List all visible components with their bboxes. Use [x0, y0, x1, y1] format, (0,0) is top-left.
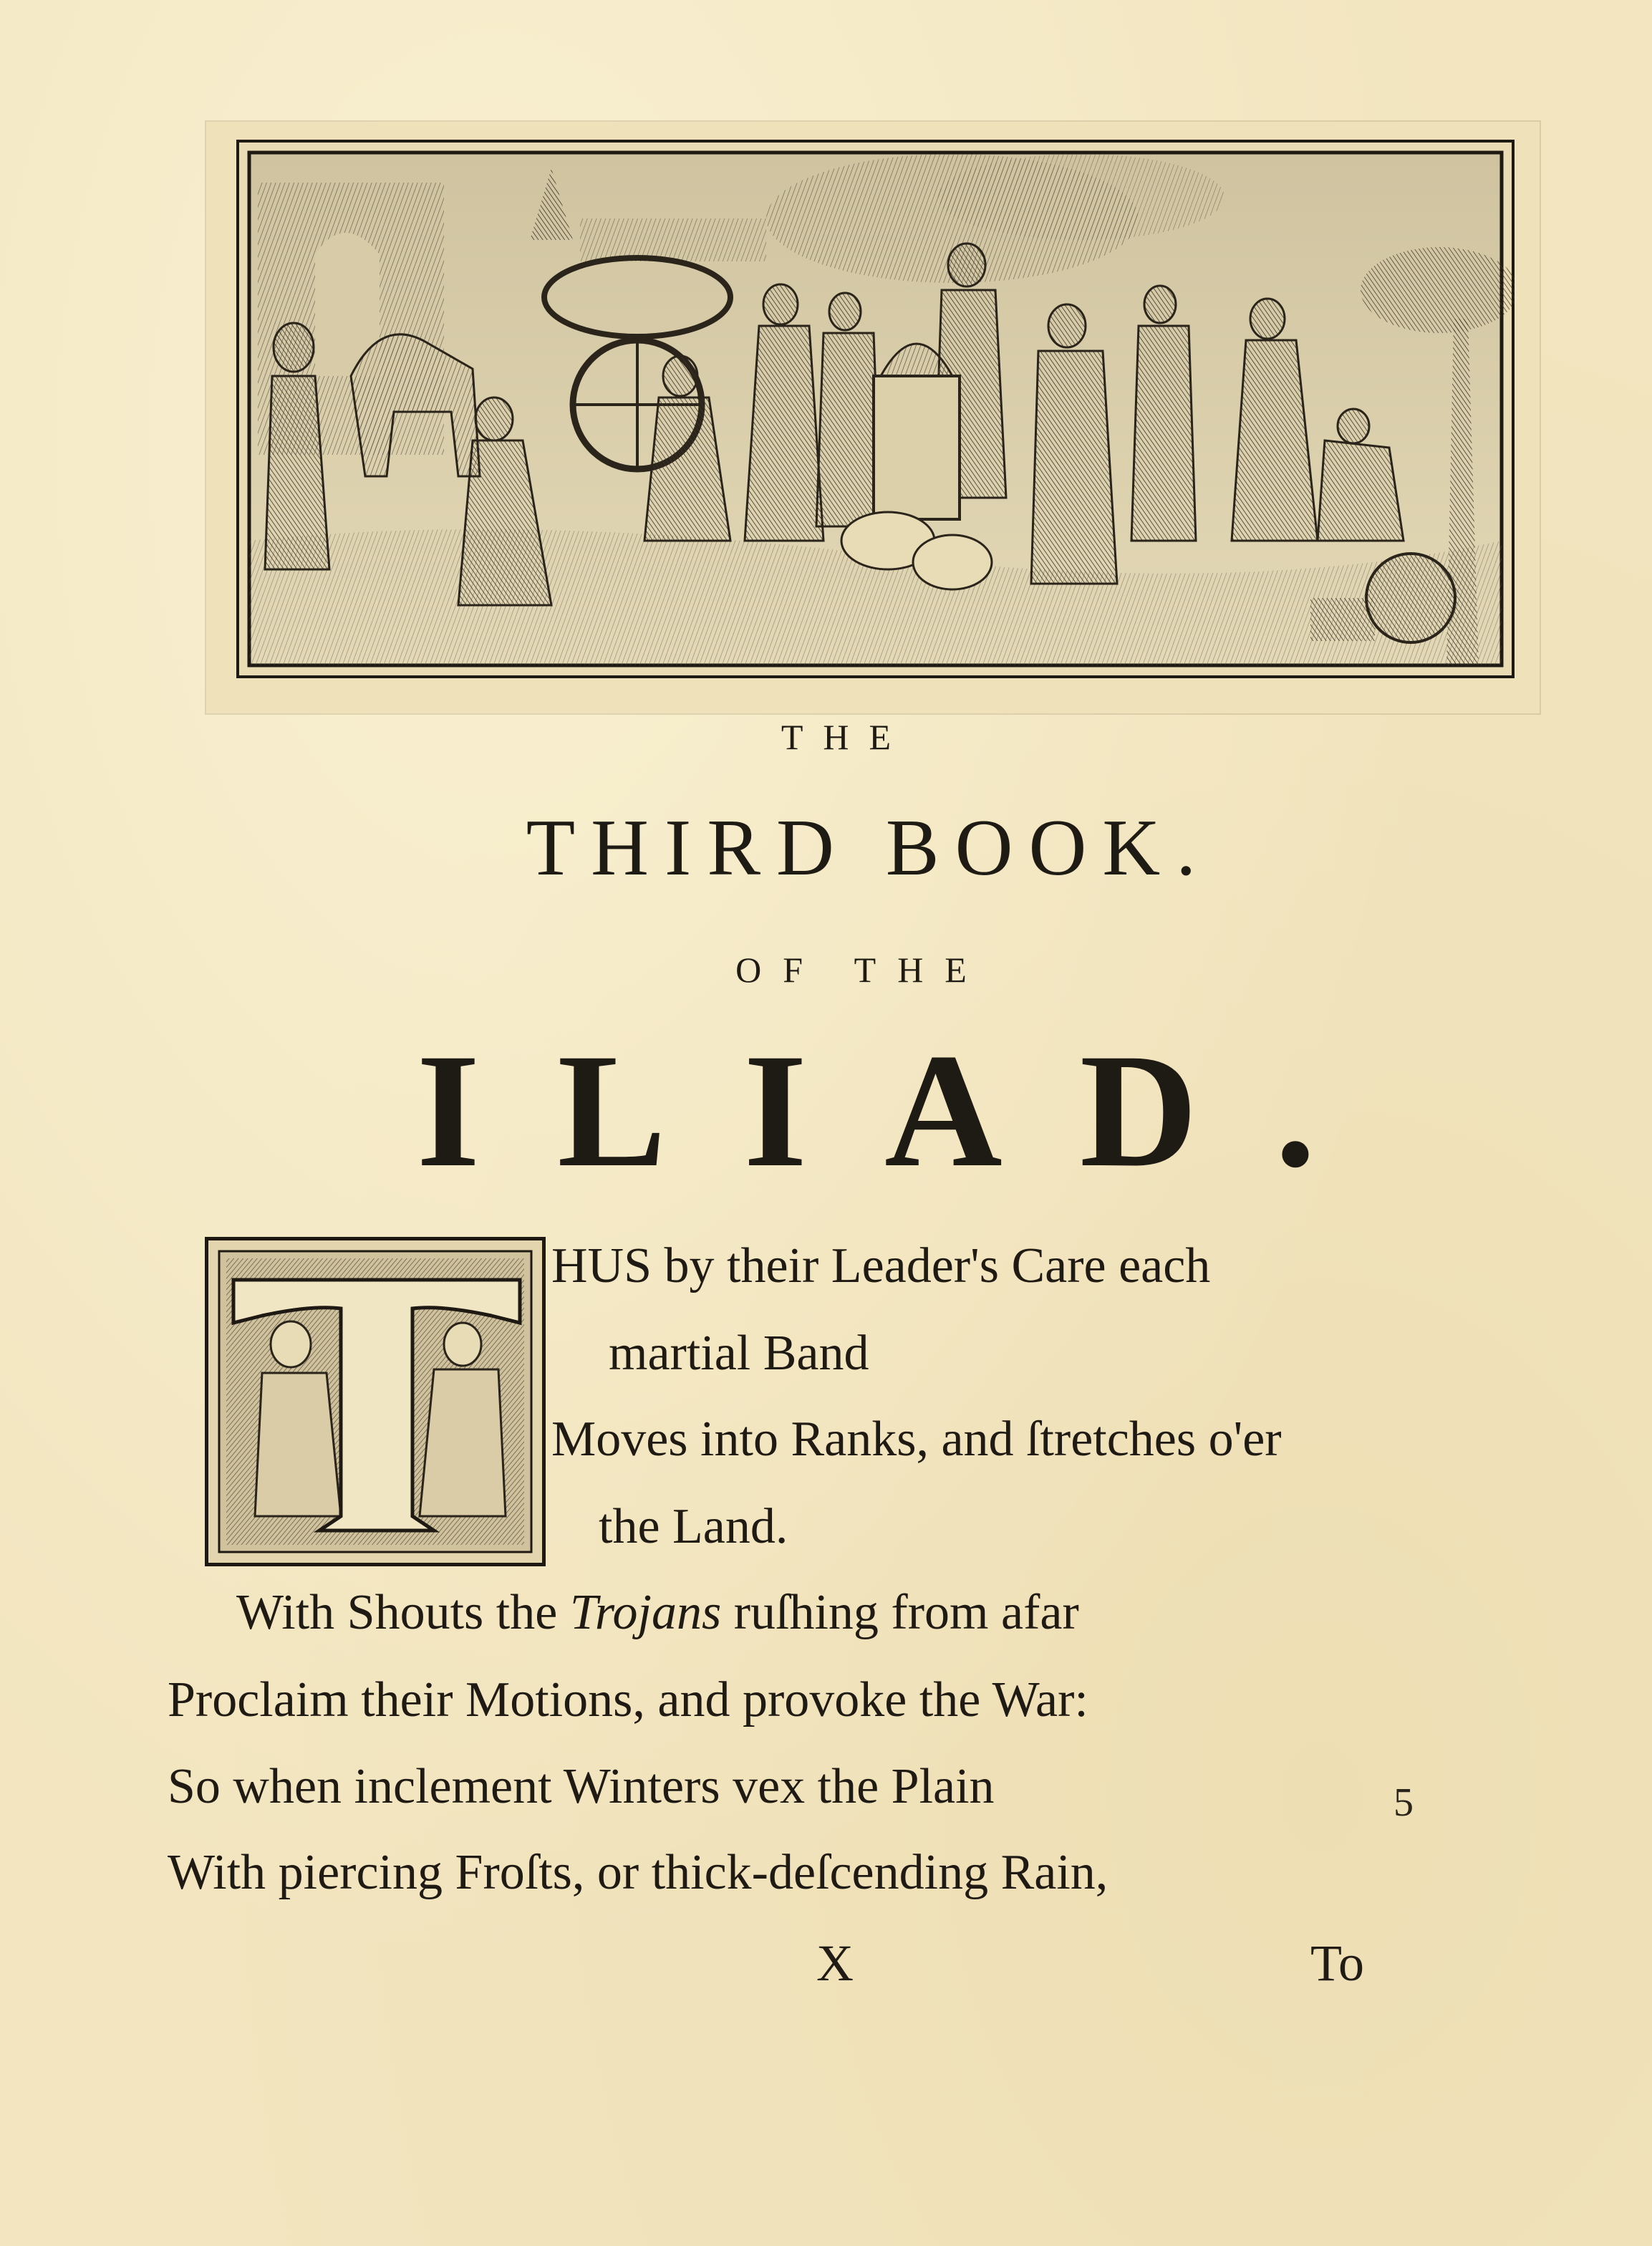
verse-line-6: Proclaim their Motions, and provoke the War:: [168, 1672, 1088, 1727]
verse-line-5-italic: Trojans: [569, 1585, 722, 1640]
verse-line-5: [236, 1584, 1079, 1642]
drop-cap-initial: [205, 1237, 546, 1566]
line-number: 5: [1393, 1780, 1414, 1825]
headpiece-engraving: [236, 140, 1515, 678]
verse-line-8: With piercing Froſts, or thick-deſcending Rain,: [168, 1845, 1108, 1900]
title-of-the: OF THE: [735, 950, 988, 990]
verse-line-5-pre: With Shouts the: [236, 1585, 570, 1640]
title-iliad: ILIAD.: [416, 1021, 1393, 1201]
catchword: To: [1310, 1934, 1364, 1992]
title-the: THE: [781, 717, 912, 757]
verse-line-1: HUS by their Leader's Care each: [551, 1238, 1211, 1293]
verse-line-5-post: ruſhing from afar: [721, 1585, 1079, 1640]
verse-line-2: martial Band: [609, 1326, 869, 1381]
title-third-book: THIRD BOOK.: [526, 804, 1212, 892]
verse-line-7: So when inclement Winters vex the Plain: [168, 1759, 995, 1814]
verse-line-3: Moves into Ranks, and ſtretches o'er: [551, 1412, 1282, 1467]
verse-line-4: the Land.: [599, 1499, 788, 1554]
signature-mark: X: [816, 1934, 854, 1992]
